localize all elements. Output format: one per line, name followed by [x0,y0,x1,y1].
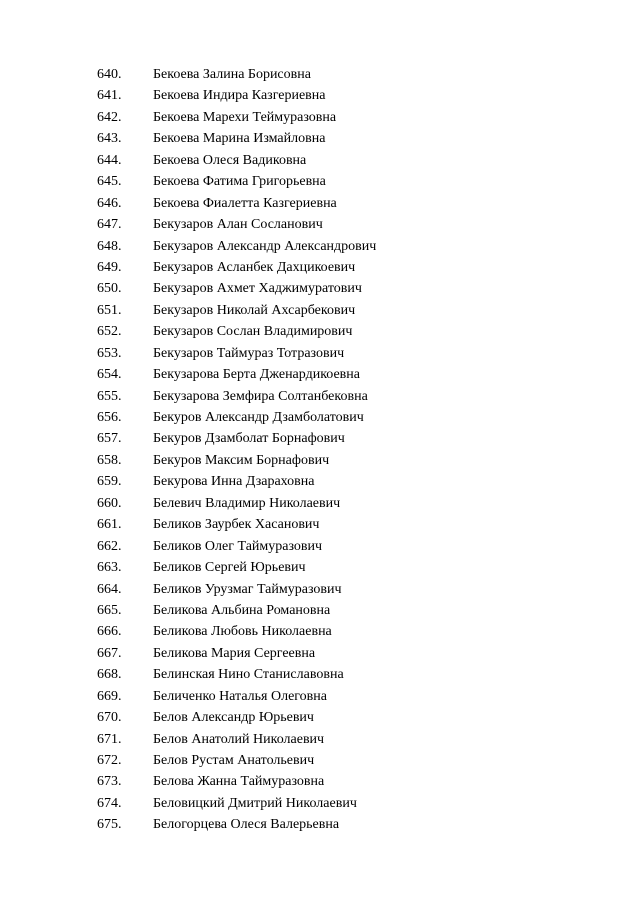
list-item [97,214,376,235]
entry-number: 668. [97,667,122,683]
list-item [97,579,376,600]
list-item [97,278,376,299]
entry-name: Беликова Любовь Николаевна [153,624,332,640]
list-item [97,364,376,385]
entry-number: 674. [97,795,122,811]
list-item [97,300,376,321]
entry-number: 673. [97,774,122,790]
entry-name: Белогорцева Олеся Валерьевна [153,817,340,833]
entry-name: Бекуров Максим Борнафович [153,452,330,468]
entry-number: 645. [97,174,122,190]
list-item [97,85,376,106]
list-item [97,557,376,578]
entry-name: Беликов Олег Таймуразович [153,538,323,554]
entry-number: 649. [97,259,122,275]
entry-name: Белевич Владимир Николаевич [153,495,341,511]
entry-number: 675. [97,817,122,833]
entry-number: 644. [97,152,122,168]
list-item [97,600,376,621]
list-item [97,128,376,149]
entry-number: 663. [97,560,122,576]
entry-number: 670. [97,710,122,726]
entry-number: 655. [97,388,122,404]
entry-number: 651. [97,302,122,318]
entry-number: 669. [97,688,122,704]
entry-number: 640. [97,67,122,82]
entry-name: Бекузаров Александр Александрович [153,238,377,254]
entry-number: 671. [97,731,122,747]
list-item [97,321,376,342]
list-item [97,729,376,750]
entry-number: 641. [97,88,122,104]
list-item [97,707,376,728]
entry-number: 643. [97,131,122,147]
entry-number: 660. [97,495,122,511]
entry-name: Бекузаров Ахмет Хаджимуратович [153,281,362,297]
list-item [97,171,376,192]
list-item [97,64,376,85]
entry-number: 654. [97,367,122,383]
entry-number: 656. [97,410,122,425]
entry-name: Бекоева Залина Борисовна [153,67,311,82]
entry-name: Бекоева Фатима Григорьевна [153,174,326,190]
entry-name: Беликов Заурбек Хасанович [153,517,320,533]
entry-number: 672. [97,753,122,768]
list-item [97,621,376,642]
list-item [97,407,376,428]
list-item [97,643,376,664]
list-item [97,386,376,407]
list-item [97,664,376,685]
list-item [97,193,376,214]
entry-number: 667. [97,645,122,661]
entry-name: Бекоева Индира Казгериевна [153,88,326,104]
entry-number: 648. [97,238,122,254]
entry-name: Бекоева Марина Измайловна [153,131,326,147]
entry-name: Бекуров Александр Дзамболатович [153,410,364,425]
entry-name: Бекурова Инна Дзараховна [153,474,315,490]
list-item [97,686,376,707]
entry-number: 646. [97,195,122,211]
entry-number: 664. [97,581,122,597]
entry-name: Беликов Урузмаг Таймуразович [153,581,342,597]
list-item [97,257,376,278]
entry-name: Белинская Нино Станиславовна [153,667,344,683]
list-item [97,471,376,492]
entry-name: Беликов Сергей Юрьевич [153,560,306,576]
entry-name: Бекузаров Асланбек Дахцикоевич [153,259,356,275]
entry-name: Бекузарова Земфира Солтанбековна [153,388,368,404]
entry-name: Бекоева Фиалетта Казгериевна [153,195,337,211]
list-item [97,814,376,835]
entry-name: Беликова Мария Сергеевна [153,645,316,661]
entry-name: Беликова Альбина Романовна [153,602,331,618]
entry-number: 650. [97,281,122,297]
entry-name: Белов Анатолий Николаевич [153,731,325,747]
entry-name: Бекузаров Николай Ахсарбекович [153,302,356,318]
entry-name: Бекоева Олеся Вадиковна [153,152,307,168]
list-item [97,150,376,171]
list-item [97,107,376,128]
entry-name: Бекузаров Таймураз Тотразович [153,345,345,361]
entry-number: 662. [97,538,122,554]
list-item [97,514,376,535]
list-item [97,536,376,557]
list-item [97,793,376,814]
entry-name: Белов Рустам Анатольевич [153,753,315,768]
entry-name: Белов Александр Юрьевич [153,710,314,726]
name-list [97,64,376,836]
entry-number: 658. [97,452,122,468]
entry-number: 657. [97,431,122,447]
entry-number: 652. [97,324,122,340]
list-item [97,343,376,364]
entry-name: Бекуров Дзамболат Борнафович [153,431,345,447]
entry-name: Бекузарова Берта Дженардикоевна [153,367,360,383]
list-item [97,450,376,471]
list-item [97,428,376,449]
entry-name: Белова Жанна Таймуразовна [153,774,325,790]
entry-name: Бекоева Марехи Теймуразовна [153,109,337,125]
entry-number: 647. [97,217,122,233]
entry-name: Бекузаров Алан Сосланович [153,217,323,233]
entry-number: 642. [97,109,122,125]
entry-name: Беличенко Наталья Олеговна [153,688,327,704]
entry-number: 661. [97,517,122,533]
entry-number: 653. [97,345,122,361]
list-item [97,493,376,514]
entry-name: Бекузаров Сослан Владимирович [153,324,353,340]
entry-name: Беловицкий Дмитрий Николаевич [153,795,357,811]
entry-number: 666. [97,624,122,640]
list-item [97,771,376,792]
entry-number: 659. [97,474,122,490]
list-item [97,236,376,257]
entry-number: 665. [97,602,122,618]
list-item [97,750,376,771]
